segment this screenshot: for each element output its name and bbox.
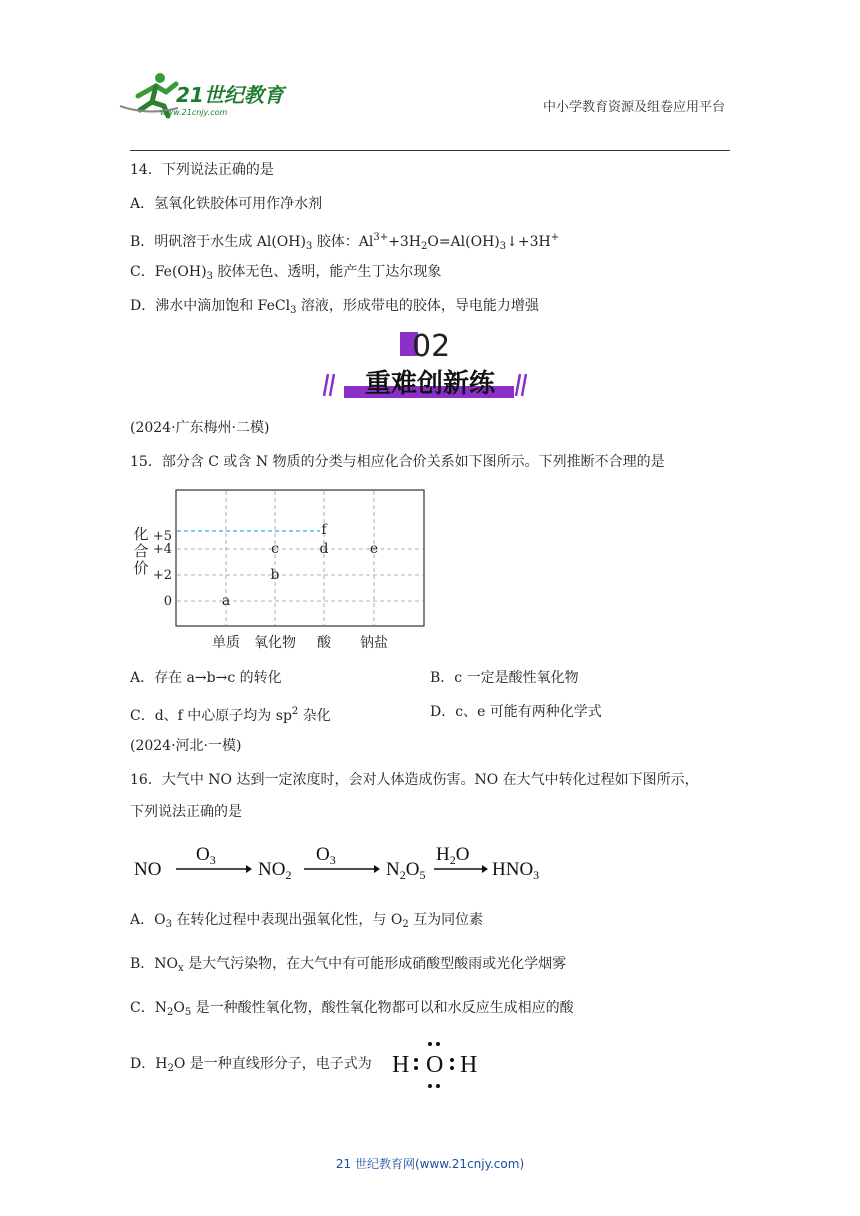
footer-text: 21 世纪教育网(www.21cnjy.com) bbox=[335, 1157, 525, 1171]
ytick-label: 0 bbox=[163, 594, 172, 609]
q15-stem: 15．部分含 C 或含 N 物质的分类与相应化合价关系如下图所示。下列推断不合理的是 bbox=[130, 454, 665, 470]
q16-stem-line1: 16．大气中 NO 达到一定浓度时，会对人体造成伤害。NO 在大气中转化过程如下图所示， bbox=[130, 772, 699, 788]
species-n2o5: $N_2O_5$ bbox=[386, 859, 426, 882]
q14-option-b: B．明矾溶于水生成 $Al(OH)_3$ 胶体：$Al^{3+}+3H_2O=Al(OH)_3↓+3H^+$ bbox=[130, 232, 560, 252]
ytick-label: +4 bbox=[152, 542, 172, 557]
ylabel-char: 合 bbox=[133, 542, 149, 560]
lone-pair-bottom bbox=[428, 1084, 440, 1088]
q15-option-a: A．存在 a→b→c 的转化 bbox=[130, 670, 282, 686]
lewis-structure-h2o bbox=[390, 1036, 490, 1092]
bond-electrons-right bbox=[450, 1058, 454, 1070]
species-hno3: $HNO_3$ bbox=[492, 859, 540, 882]
point-f: f bbox=[321, 522, 327, 538]
q14-option-d: D．沸水中滴加饱和 FeCl$_3$ 溶液，形成带电的胶体，导电能力增强 bbox=[130, 298, 539, 316]
header-platform-text: 中小学教育资源及组卷应用平台 bbox=[542, 100, 725, 115]
point-b: b bbox=[270, 567, 280, 583]
species-no2: $NO_2$ bbox=[258, 859, 292, 882]
xcat-label: 单质 bbox=[212, 635, 240, 651]
point-c: c bbox=[271, 541, 279, 557]
xcat-label: 钠盐 bbox=[360, 635, 388, 651]
logo-url: www.21cnjy.com bbox=[160, 108, 228, 117]
reagent-o3-2: $O_3$ bbox=[316, 844, 336, 867]
header-divider bbox=[130, 150, 730, 151]
q15-option-c: C．d、f 中心原子均为 $sp^2$ 杂化 bbox=[130, 706, 331, 724]
q16-option-a: A．$O_3$ 在转化过程中表现出强氧化性，与 $O_2$ 互为同位素 bbox=[130, 912, 484, 930]
arrow-3 bbox=[434, 865, 488, 873]
lewis-h-right: H bbox=[460, 1052, 478, 1078]
ylabel-char: 价 bbox=[133, 559, 149, 577]
q16-option-d: D．$H_2O$ 是一种直线形分子，电子式为 bbox=[130, 1056, 372, 1074]
q15-source: (2024·广东梅州·二模) bbox=[130, 420, 270, 436]
section-number: 02 bbox=[412, 329, 451, 364]
arrow-2 bbox=[304, 865, 380, 873]
plot-frame bbox=[176, 490, 424, 626]
chart-ylabel bbox=[133, 525, 148, 577]
ytick-label: +2 bbox=[152, 568, 172, 583]
lewis-o: O bbox=[426, 1052, 444, 1078]
xcat-label: 酸 bbox=[317, 635, 331, 651]
site-logo bbox=[118, 66, 293, 122]
q16-stem-line2: 下列说法正确的是 bbox=[130, 804, 242, 820]
q14-option-c: C．$Fe(OH)_3$ 胶体无色、透明，能产生丁达尔现象 bbox=[130, 264, 442, 282]
valence-chart bbox=[130, 487, 430, 652]
lewis-h-left: H bbox=[392, 1052, 410, 1078]
q16-option-b: B．$NO_x$ 是大气污染物，在大气中有可能形成硝酸型酸雨或光化学烟雾 bbox=[130, 956, 567, 974]
point-a: a bbox=[221, 593, 231, 609]
reagent-o3-1: $O_3$ bbox=[196, 844, 216, 867]
q16-source: (2024·河北·一模) bbox=[130, 738, 242, 754]
point-e: e bbox=[369, 541, 379, 557]
q16-option-c: C．$N_2O_5$ 是一种酸性氧化物，酸性氧化物都可以和水反应生成相应的酸 bbox=[130, 1000, 574, 1018]
species-no: NO bbox=[134, 859, 162, 880]
ytick-label: +5 bbox=[152, 529, 172, 544]
reagent-h2o: $H_2O$ bbox=[436, 844, 470, 867]
point-d: d bbox=[319, 541, 329, 557]
reaction-scheme bbox=[130, 842, 550, 887]
q14-stem: 14．下列说法正确的是 bbox=[130, 162, 274, 178]
bond-electrons-left bbox=[414, 1058, 418, 1070]
q15-option-b: B．c 一定是酸性氧化物 bbox=[430, 670, 579, 686]
ylabel-char: 化 bbox=[133, 525, 149, 543]
q14-option-a: A．氢氧化铁胶体可用作净水剂 bbox=[130, 196, 323, 212]
q15-option-d: D．c、e 可能有两种化学式 bbox=[430, 704, 602, 720]
logo-text: 21世纪教育 bbox=[176, 83, 284, 107]
lone-pair-top bbox=[428, 1042, 440, 1046]
section-banner bbox=[320, 326, 540, 406]
xcat-label: 氧化物 bbox=[254, 635, 296, 651]
section-title: 重难创新练 bbox=[364, 369, 496, 399]
